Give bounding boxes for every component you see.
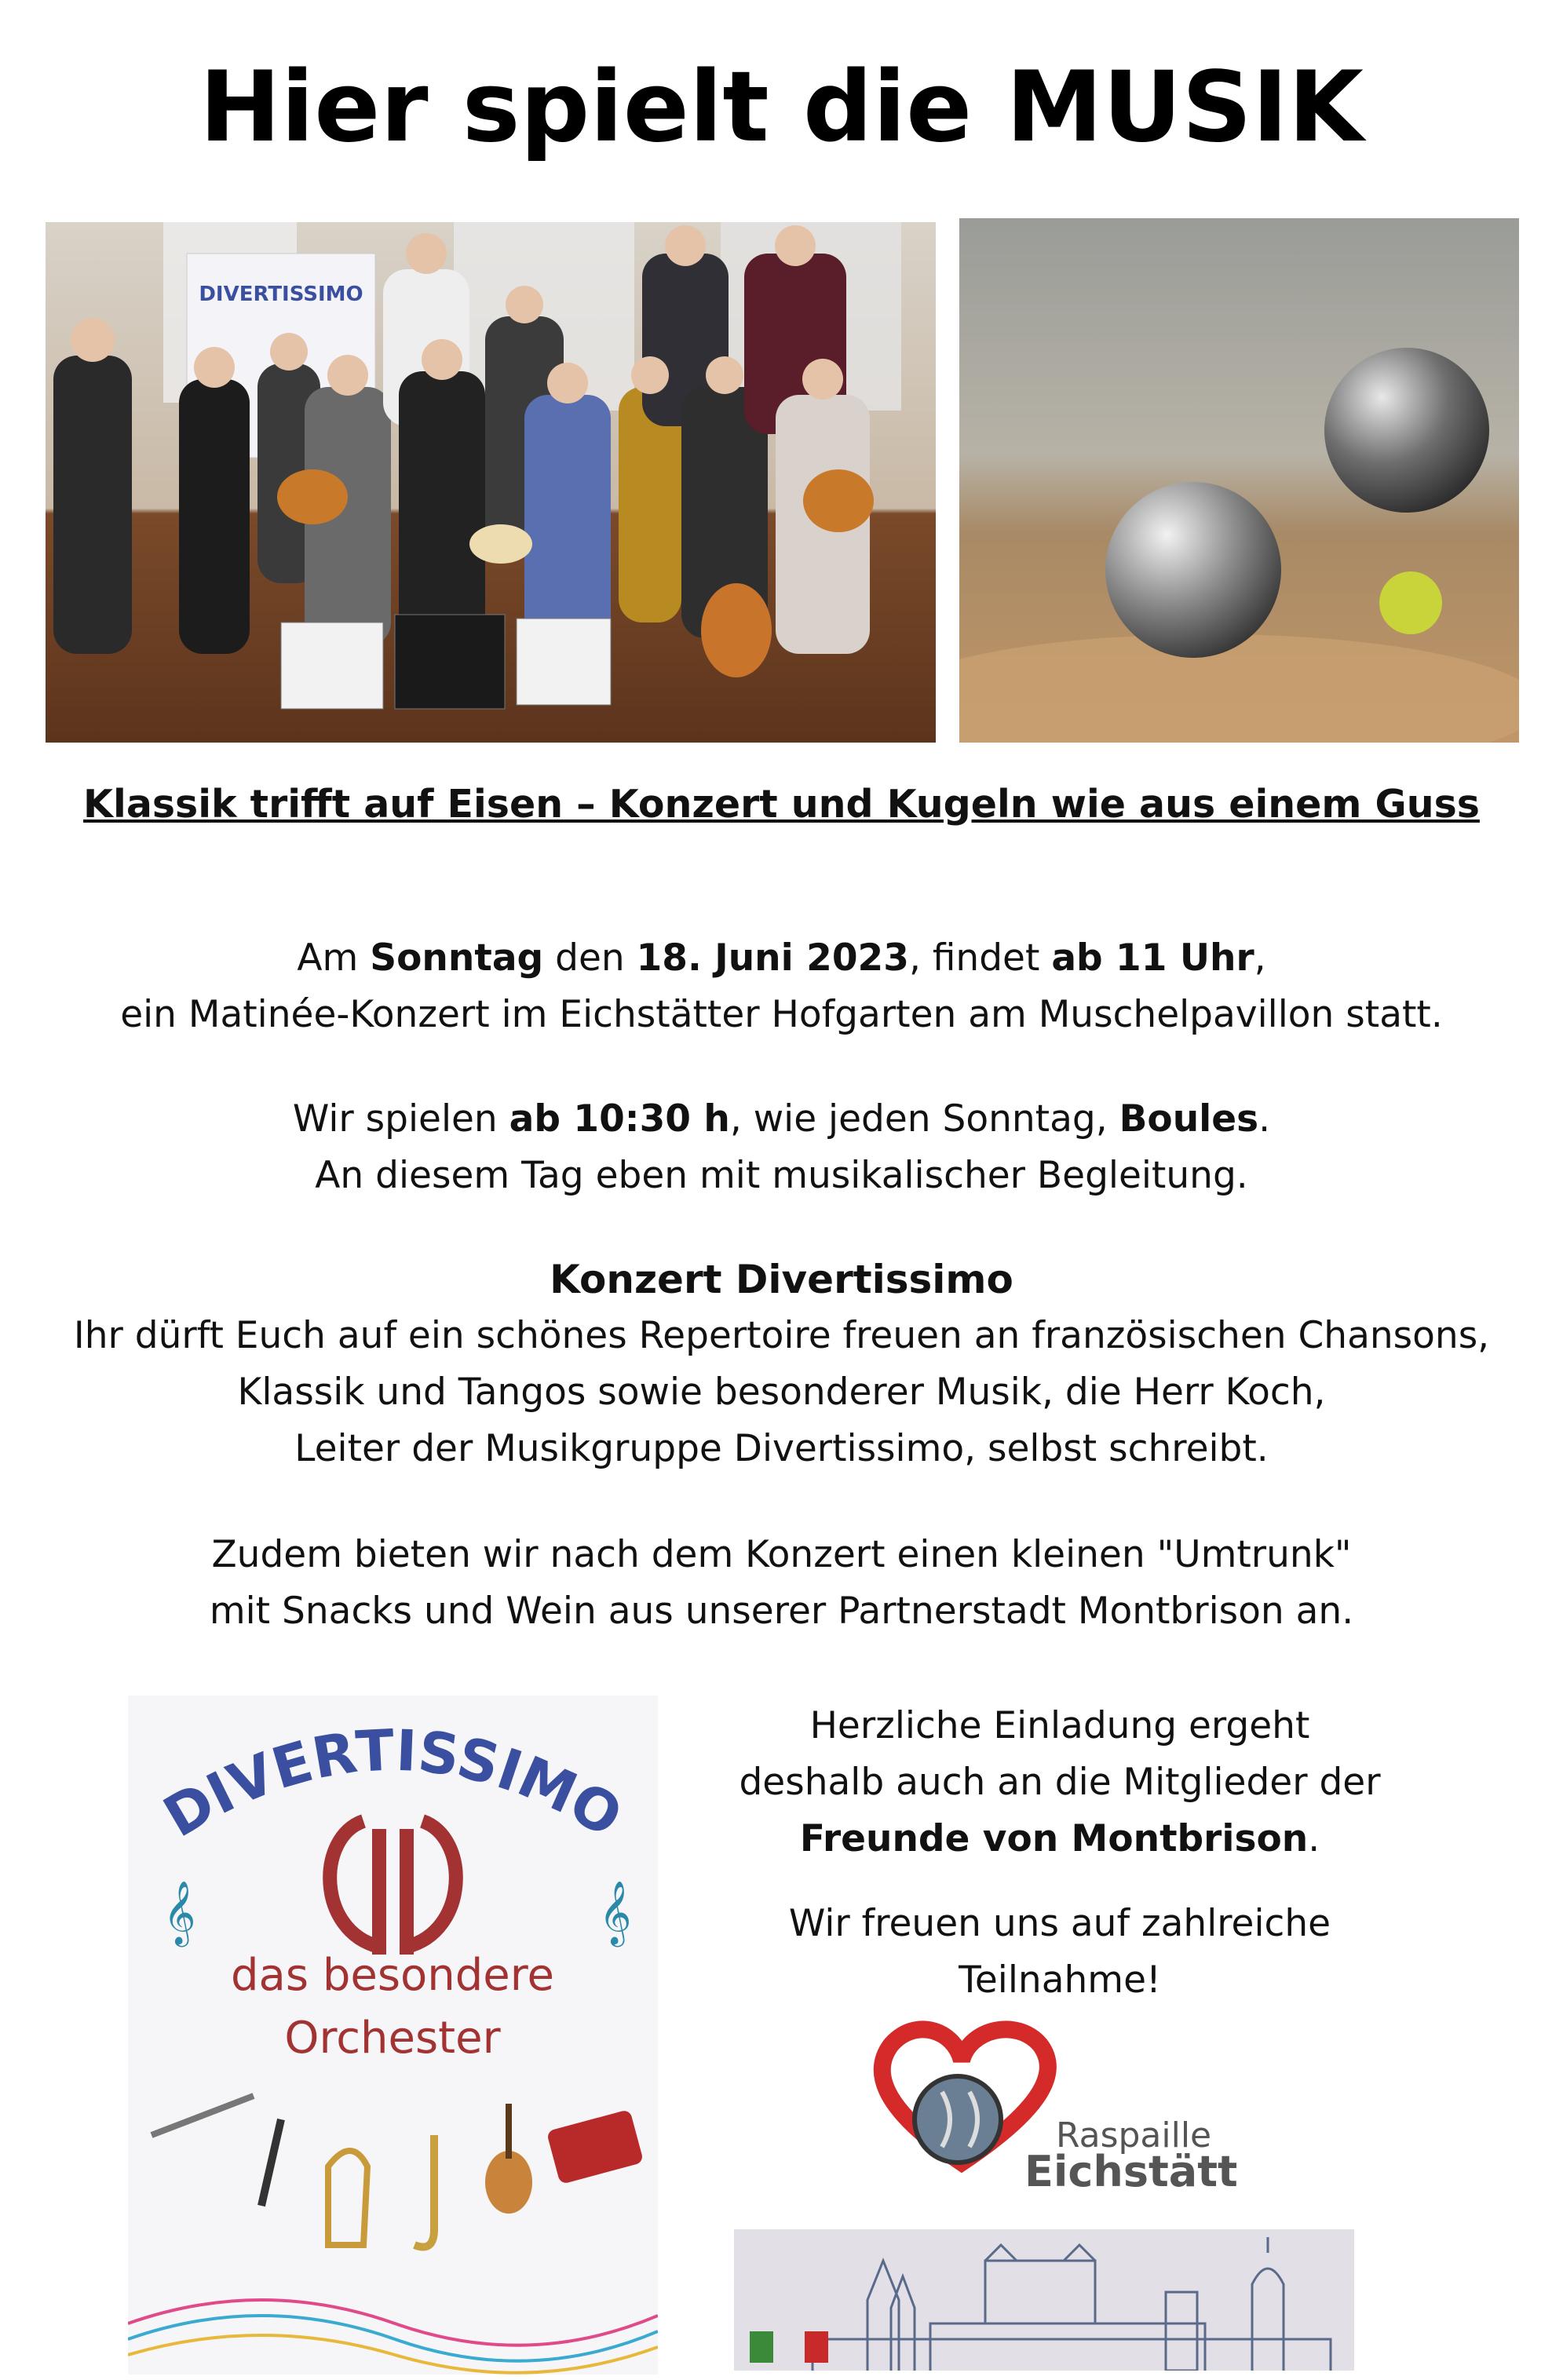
concert-heading: Konzert Divertissimo — [550, 1257, 1013, 1302]
boules-line-2: An diesem Tag eben mit musikalischer Begleitung. — [315, 1154, 1248, 1197]
invitation-line-2: deshalb auch an die Mitglieder der — [739, 1761, 1381, 1804]
page-title: Hier spielt die MUSIK — [199, 51, 1364, 164]
concert-line-3: Leiter der Musikgruppe Divertissimo, selbst schreibt. — [294, 1427, 1269, 1470]
divertissimo-poster — [128, 1696, 658, 2375]
boules-photo — [959, 218, 1519, 743]
drinks-line-1: Zudem bieten wir nach dem Konzert einen kleinen "Umtrunk" — [211, 1533, 1352, 1576]
event-paragraph — [31, 930, 1532, 1043]
poster-line-1: das besondere — [230, 1950, 555, 2001]
lyre-icon — [330, 1821, 456, 1955]
subtitle: Klassik trifft auf Eisen – Konzert und Kugeln wie aus einem Guss — [83, 782, 1480, 827]
svg-text:DIVERTISSIMO — [152, 1717, 633, 1849]
logo-line-2: Eichstätt — [1024, 2147, 1236, 2196]
treble-clef-icon: 𝄞 — [599, 1880, 632, 1944]
invitation-paragraph — [707, 1698, 1413, 1867]
group-photo — [46, 222, 936, 743]
drinks-paragraph — [31, 1527, 1532, 1640]
treble-clef-icon: 𝄞 — [163, 1880, 196, 1944]
music-notes-decoration — [128, 2300, 658, 2373]
logo-line-1: Raspaille — [1056, 2115, 1212, 2156]
thanks-line-2: Teilnahme! — [959, 1958, 1161, 2002]
event-line-2: ein Matinée-Konzert im Eichstätter Hofgarten am Muschelpavillon statt. — [120, 993, 1443, 1036]
boules-paragraph — [31, 1091, 1532, 1204]
thanks-paragraph — [707, 1896, 1413, 2009]
event-line-1: Am Sonntag den 18. Juni 2023, findet ab 11 Uhr, — [297, 936, 1266, 980]
poster-line-2: Orchester — [284, 2013, 501, 2064]
concert-line-1: Ihr dürft Euch auf ein schönes Repertoire freuen an französischen Chansons, — [73, 1314, 1490, 1357]
raspaille-logo — [860, 2013, 1236, 2202]
concert-paragraph — [16, 1308, 1547, 1477]
concert-line-2: Klassik und Tangos sowie besonderer Musik, die Herr Koch, — [237, 1371, 1326, 1414]
boules-line-1: Wir spielen ab 10:30 h, wie jeden Sonntag, Boules. — [292, 1097, 1271, 1141]
drinks-line-2: mit Snacks und Wein aus unserer Partnerstadt Montbrison an. — [209, 1590, 1354, 1633]
poster-arc-title: DIVERTISSIMO — [152, 1717, 634, 1850]
thanks-line-1: Wir freuen uns auf zahlreiche — [788, 1902, 1331, 1945]
invitation-line-bold: Freunde von Montbrison. — [799, 1817, 1320, 1860]
skyline-illustration — [734, 2229, 1354, 2371]
invitation-line-1: Herzliche Einladung ergeht — [809, 1704, 1310, 1747]
boule-icon — [915, 2076, 1001, 2163]
instruments-icon — [152, 2096, 644, 2247]
banner-text: DIVERTISSIMO — [199, 283, 363, 306]
